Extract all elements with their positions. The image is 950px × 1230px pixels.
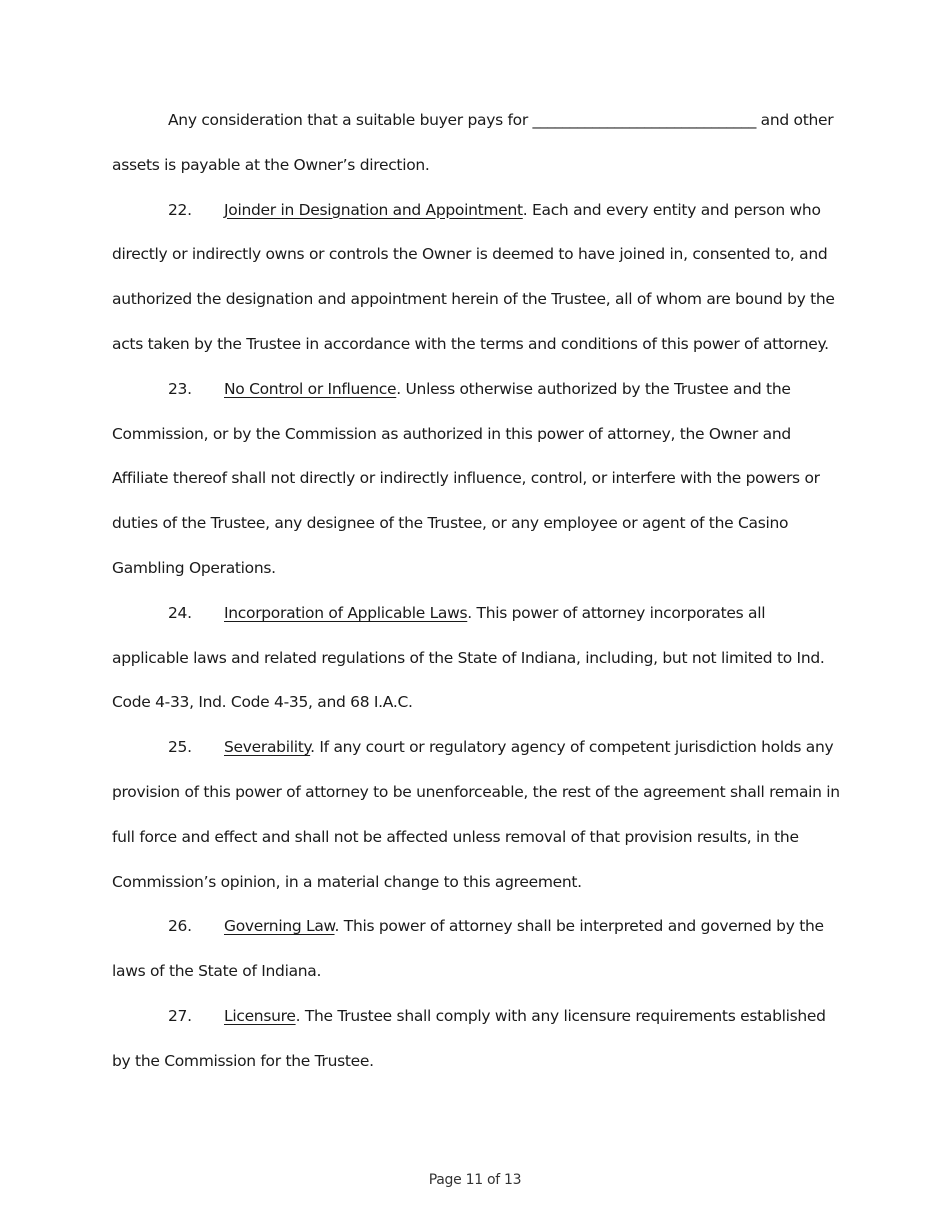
section-text: . The Trustee shall comply with any licensure requirements established by the Commission for the Trustee.: [112, 1006, 826, 1070]
section-heading: Joinder in Designation and Appointment: [224, 200, 523, 219]
section-number: 22.: [168, 200, 192, 219]
section-text: . If any court or regulatory agency of competent jurisdiction holds any provision of this power of attorney to be unenforceable, the rest of the agreement shall remain in full force and effect and shall not be affected unless removal of that provision results, in the Commission’s opinion, in a material change to this agreement.: [112, 738, 840, 891]
section-26: [112, 904, 840, 994]
page-footer: [0, 1172, 950, 1188]
section-text: . This power of attorney incorporates all applicable laws and related regulations of the State of Indiana, including, but not limited to Ind. Code 4-33, Ind. Code 4-35, and 68 I.A.C.: [112, 603, 825, 712]
document-body: [112, 98, 840, 1084]
section-number: 23.: [168, 379, 192, 398]
section-heading: Incorporation of Applicable Laws: [224, 603, 468, 622]
section-heading: Licensure: [224, 1006, 296, 1025]
section-number: 26.: [168, 917, 192, 936]
page-number-label: Page 11 of 13: [428, 1172, 522, 1188]
section-text: . This power of attorney shall be interpreted and governed by the laws of the State of Indiana.: [112, 917, 824, 981]
section-text: . Each and every entity and person who directly or indirectly owns or controls the Owner is deemed to have joined in, consented to, and authorized the designation and appointment herein of the Trustee, all of whom are bound by the acts taken by the Trustee in accordance with the terms and conditions of this power of attorney.: [112, 200, 835, 353]
section-number: 25.: [168, 738, 192, 757]
section-27: [112, 994, 840, 1084]
paragraph-text: Any consideration that a suitable buyer pays for ______________________________ and other assets is payable at the Owner’s direction.: [112, 111, 834, 174]
paragraph-continuation: [112, 98, 840, 188]
section-23: [112, 367, 840, 591]
section-number: 24.: [168, 603, 192, 622]
section-heading: No Control or Influence: [224, 379, 397, 398]
section-heading: Governing Law: [224, 917, 335, 936]
section-22: [112, 188, 840, 367]
section-text: . Unless otherwise authorized by the Trustee and the Commission, or by the Commission as authorized in this power of attorney, the Owner and Affiliate thereof shall not directly or indirectly influence, control, or interfere with the powers or duties of the Trustee, any designee of the Trustee, or any employee or agent of the Casino Gambling Operations.: [112, 379, 820, 577]
section-25: [112, 725, 840, 904]
section-heading: Severability: [224, 738, 311, 757]
section-24: [112, 591, 840, 725]
section-number: 27.: [168, 1006, 192, 1025]
